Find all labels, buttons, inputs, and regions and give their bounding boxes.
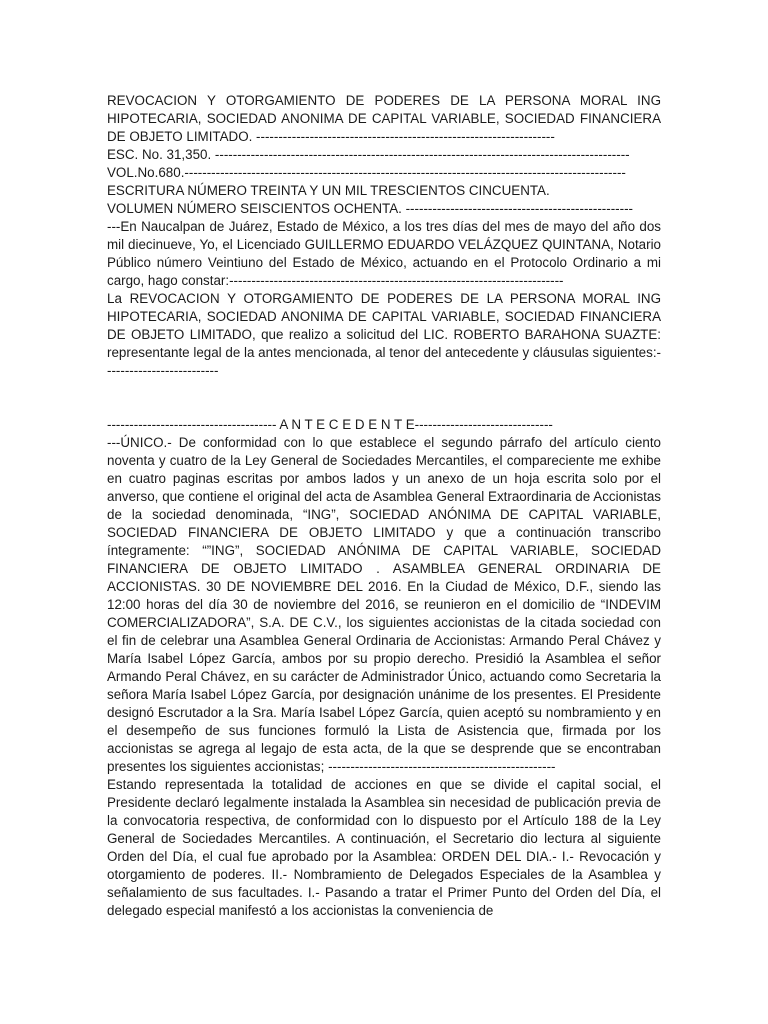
document-page <box>107 92 661 920</box>
antecedente-heading: -------------------------------------- A N T E C E D E N T E------------------------------- <box>107 417 553 432</box>
estando-paragraph: Estando representada la totalidad de acciones en que se divide el capital social, el Presidente declaró legalmente instalada la Asamblea sin necesidad de publicación previa de la convocatoria respectiva, de conformidad con lo dispuesto por el Artículo 188 de la Ley General de Sociedades Mercantiles. A continuación, el Secretario dio lectura al siguiente Orden del Día, el cual fue aprobado por la Asamblea: ORDEN DEL DIA.- I.- Revocación y otorgamiento de poderes. II.- Nombramiento de Delegados Especiales de la Asamblea y señalamiento de sus facultades. I.- Pasando a tratar el Primer Punto del Orden del Día, el delegado especial manifestó a los accionistas la conveniencia de <box>107 777 661 918</box>
purpose-paragraph: La REVOCACION Y OTORGAMIENTO DE PODERES DE LA PERSONA MORAL ING HIPOTECARIA, SOCIEDAD ANONIMA DE CAPITAL VARIABLE, SOCIEDAD FINANCIERA DE OBJETO LIMITADO, que realizo a solicitud del LIC. ROBERTO BARAHONA SUAZTE: representante legal de la antes mencionada, al tenor del antecedente y cláusulas siguientes:-------------------------- <box>107 291 661 378</box>
intro-paragraph: ---En Naucalpan de Juárez, Estado de México, a los tres días del mes de mayo del año dos mil diecinueve, Yo, el Licenciado GUILLERMO EDUARDO VELÁZQUEZ QUINTANA, Notario Público número Veintiuno del Estado de México, actuando en el Protocolo Ordinario a mi cargo, hago constar:--------------------------------------------------------------------------- <box>107 219 661 288</box>
esc-number: ESC. No. 31,350. --------------------------------------------------------------------------------------------- <box>107 147 630 162</box>
document-heading: REVOCACION Y OTORGAMIENTO DE PODERES DE LA PERSONA MORAL ING HIPOTECARIA, SOCIEDAD ANONIMA DE CAPITAL VARIABLE, SOCIEDAD FINANCIERA DE OBJETO LIMITADO. ------------------------------------------------------------------- <box>107 93 661 144</box>
unico-paragraph: ---ÚNICO.- De conformidad con lo que establece el segundo párrafo del artículo ciento noventa y cuatro de la Ley General de Sociedades Mercantiles, el compareciente me exhibe en cuatro paginas escritas por ambos lados y un anexo de un hoja escrita solo por el anverso, que contiene el original del acta de Asamblea General Extraordinaria de Accionistas de la sociedad denominada, “ING”, SOCIEDAD ANÓNIMA DE CAPITAL VARIABLE, SOCIEDAD FINANCIERA DE OBJETO LIMITADO y que a continuación transcribo íntegramente: “”ING”, SOCIEDAD ANÓNIMA DE CAPITAL VARIABLE, SOCIEDAD FINANCIERA DE OBJETO LIMITADO . ASAMBLEA GENERAL ORDINARIA DE ACCIONISTAS. 30 DE NOVIEMBRE DEL 2016. En la Ciudad de México, D.F., siendo las 12:00 horas del día 30 de noviembre del 2016, se reunieron en el domicilio de “INDEVIM COMERCIALIZADORA”, S.A. DE C.V., los siguientes accionistas de la citada sociedad con el fin de celebrar una Asamblea General Ordinaria de Accionistas: Armando Peral Chávez y María Isabel López García, ambos por su propio derecho. Presidió la Asamblea el señor Armando Peral Chávez, en su carácter de Administrador Único, actuando como Secretaria la señora María Isabel López García, por designación unánime de los presentes. El Presidente designó Escrutador a la Sra. María Isabel López García, quien aceptó su nombramiento y en el desempeño de sus funciones formuló la Lista de Asistencia que, firmada por los accionistas se agrega al legajo de esta acta, de la que se desprende que se encontraban presentes los siguientes accionistas; --------------------------------------------------- <box>107 435 661 774</box>
section-spacer <box>107 380 661 416</box>
volumen-line: VOLUMEN NÚMERO SEISCIENTOS OCHENTA. --------------------------------------------------- <box>107 201 634 216</box>
vol-number: VOL.No.680.--------------------------------------------------------------------------------------------------- <box>107 165 626 180</box>
escritura-line: ESCRITURA NÚMERO TREINTA Y UN MIL TRESCIENTOS CINCUENTA. <box>107 183 550 198</box>
